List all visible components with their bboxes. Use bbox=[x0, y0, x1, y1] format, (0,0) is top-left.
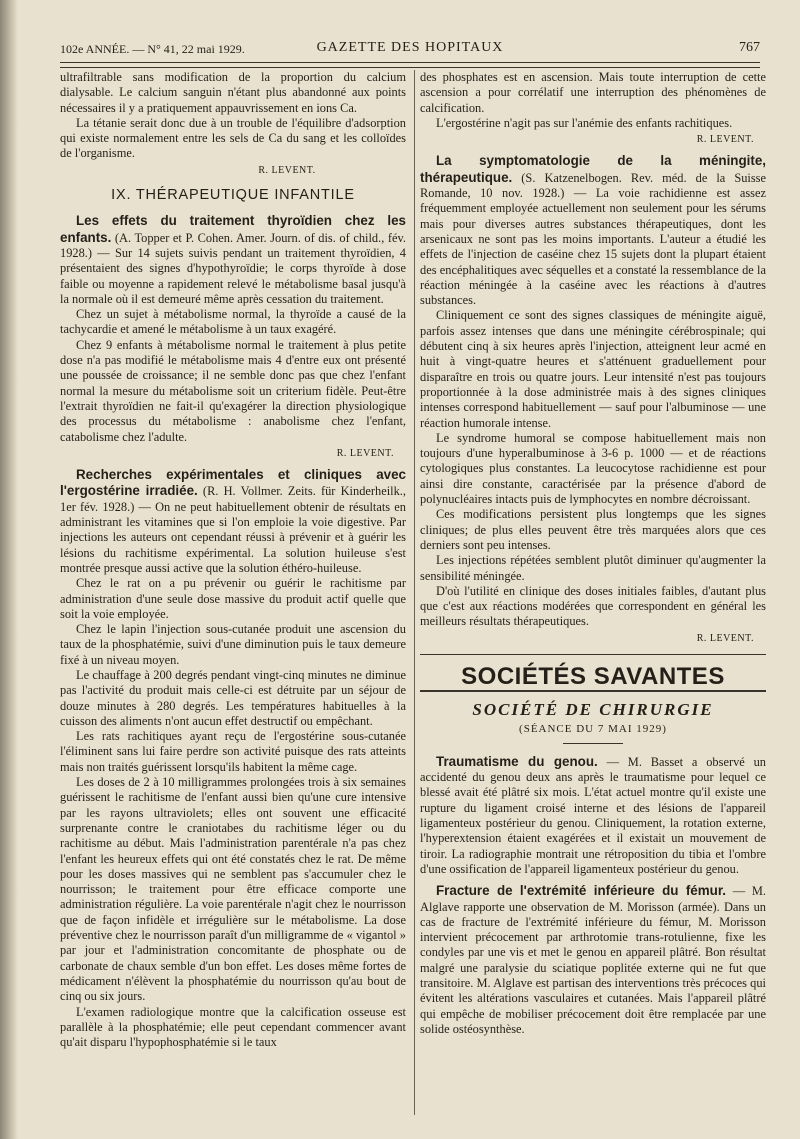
paragraph: Les rats rachitiques ayant reçu de l'ergostérine sous-cutanée l'éliminent sans lui faire perdre son activité puisque des rats atteints mais non traités guérissent lorsqu'ils habitent la même cage. bbox=[60, 729, 406, 774]
article-title: Recherches expérimentales et cliniques avec l'ergostérine irradiée. bbox=[60, 467, 406, 499]
session-date: (SÉANCE DU 7 MAI 1929) bbox=[519, 722, 667, 735]
left-column bbox=[60, 70, 406, 1120]
paragraph: D'où l'utilité en clinique des doses initiales faibles, d'autant plus que c'est aux réactions modérées que correspondent en général les meilleurs résultats thérapeutiques. bbox=[420, 583, 766, 629]
paragraph: L'examen radiologique montre que la calcification osseuse est parallèle à la phosphatémie; elle peut cependant commencer avant qu'ait disparu l'hypophosphatémie si le taux bbox=[60, 1004, 406, 1050]
paragraph: ultrafiltrable sans modification de la proportion du calcium dialysable. Le calcium sanguin n'étant plus abandonné aux points nécessaires il y a pratiquement appauvrissement en ions Ca. bbox=[60, 70, 406, 115]
page-header bbox=[60, 38, 760, 58]
article-text: — M. Alglave rapporte une observation de M. Morisson (armée). Dans un cas de fracture de l'extrémité inférieure du fémur, M. Morisson intervient précocement par arthrotomie trans-rotulienne, fixe les condyles par une vis et met le genou en appareil plâtré. Bon résultat malgré une paralysie du sciatique poplitée externe qui ne fut que transitoire. M. Alglave est partisan des interventions très précoces qui évitent les altérations vasculaires et cutanées. Mais l'appareil plâtré qui empêche de mobiliser précocement doit être remplacée par une solide ostéosynthèse. bbox=[420, 884, 766, 1036]
journal-title: GAZETTE DES HOPITAUX bbox=[316, 40, 504, 55]
article-lead bbox=[420, 883, 766, 1037]
article-reference: (S. Katzenelbogen. Rev. méd. de la Suisse Romande, 10 nov. 1928.) — La voie rachidienne est assez fréquemment employée actuellement non seulement pour les sérums mais pour diverses autres substances thérapeutiques, dont les arsenicaux ne sont pas les moins importants. L'auteur a étudié les effets de l'injection de caséine chez 15 sujets dont la plupart étaient des encéphalitiques avec séquelles et a constaté la ressemblance de la réaction méningée à la caséine avec les réactions à d'autres substances. bbox=[420, 170, 766, 308]
binding-edge bbox=[0, 0, 18, 1139]
paragraph: L'ergostérine n'agit pas sur l'anémie des enfants rachitiques. bbox=[436, 115, 733, 130]
paragraph: Cliniquement ce sont des signes classiques de méningite aiguë, parfois assez intenses que dans une méningite cérébrospinale; qui débutent cinq à six heures après l'injection, atteignent leur acmé en huit à vingt-quatre heures et s'atténuent graduellement pour disparaître en trois ou quatre jours. Leur intensité n'est pas toujours proportionnée à la dose administrée mais à des signes cliniques intenses correspond habituellement — sauf pour l'albuminose — une réaction humorale intense. bbox=[420, 308, 766, 430]
header-rule bbox=[60, 62, 760, 68]
section-rule bbox=[420, 690, 766, 692]
paragraph: Le chauffage à 200 degrés pendant vingt-cinq minutes ne diminue pas l'activité du produit mais celle-ci est détruite par un séjour de douze minutes à 280 degrés. Les températures habituelles à la cuisson des aliments n'ont aucun effet destructif ou empêchant. bbox=[60, 667, 406, 728]
article-title: Traumatisme du genou. bbox=[436, 753, 598, 769]
article-title: Fracture de l'extrémité inférieure du fémur. bbox=[436, 883, 727, 899]
societes-savantes-heading: SOCIÉTÉS SAVANTES bbox=[461, 662, 725, 690]
paragraph: Chez un sujet à métabolisme normal, la thyroïde a causé de la tachycardie et amené le métabolisme à un taux exagéré. bbox=[60, 307, 406, 337]
column-divider bbox=[414, 70, 415, 1115]
section-rule bbox=[420, 654, 766, 655]
society-name: SOCIÉTÉ DE CHIRURGIE bbox=[472, 700, 714, 720]
author-signature: R. LEVENT. bbox=[258, 164, 316, 176]
paragraph: Ces modifications persistent plus longtemps que les signes cliniques; de plus elles peuvent être très marquées alors que ces derniers sont peu intenses. bbox=[420, 507, 766, 552]
paragraph: Chez 9 enfants à métabolisme normal le traitement à plus petite dose n'a pas modifié le métabolisme mais 4 d'entre eux ont présenté une poussée de croissance; il ne semble donc pas que chez l'enfant normal la mesure du métabolisme soit un criterium fidèle. Peut-être l'extrait thyroïdien ne fait-il qu'exagérer la direction physiologique des processus du métabolisme : anabolisme chez l'enfant, catabolisme chez l'adulte. bbox=[60, 337, 406, 444]
article-reference: (A. Topper et P. Cohen. Amer. Journ. of dis. of child., fév. 1928.) — Sur 14 sujets suivis pendant un traitement thyroïdien, 4 présentaient des signes d'hypothyroïdie; le corps thyroïde à dose faible ou moyenne a rapidement relevé le métabolisme basal jusqu'à la normale où il est demeuré même après cessation du traitement. bbox=[60, 230, 406, 306]
article-lead bbox=[60, 213, 406, 307]
page-number: 767 bbox=[739, 40, 760, 55]
divider bbox=[563, 743, 623, 744]
paragraph: Les injections répétées semblent plutôt diminuer qu'augmenter la sensibilité méningée. bbox=[420, 553, 766, 583]
paragraph: La tétanie serait donc due à un trouble de l'équilibre d'adsorption qui existe normalement entre les sels de Ca du sang et les colloïdes de l'organisme. bbox=[60, 115, 406, 161]
article-lead bbox=[420, 754, 766, 877]
author-signature: R. LEVENT. bbox=[336, 447, 394, 459]
right-column bbox=[420, 70, 766, 1120]
article-lead bbox=[420, 153, 766, 308]
article-reference: (R. H. Vollmer. Zeits. für Kinderheilk., 1er fév. 1928.) — On ne peut habituellement obtenir de résultats en administrant les vitamines que si l'on emploie la voie digestive. Par injections les auteurs ont cependant réussi à prévenir et à guérir les lésions du rachitisme expérimental. La solution huileuse s'est montrée presque aussi active que la solution éthéro-huileuse. bbox=[60, 484, 406, 575]
article-title: La symptomatologie de la méningite, thérapeutique. bbox=[420, 153, 766, 185]
paragraph: Le syndrome humoral se compose habituellement mais non toujours d'une hyperalbuminose à 3-6 p. 1000 — et de réactions cytologiques plus constantes. La leucocytose rachidienne est pour ainsi dire constante, caractérisée par la présence d'abord de polynucléaires intacts puis de lymphocytes en nombre décroissant. bbox=[420, 430, 766, 507]
author-signature: R. LEVENT. bbox=[696, 134, 754, 146]
paragraph: Chez le rat on a pu prévenir ou guérir le rachitisme par administration d'une seule dose massive du produit actif quelle que soit la voie employée. bbox=[60, 576, 406, 621]
issue-line: 102e ANNÉE. — N° 41, 22 mai 1929. bbox=[60, 42, 245, 56]
author-signature: R. LEVENT. bbox=[696, 632, 754, 644]
paragraph: Les doses de 2 à 10 milligrammes prolongées trois à six semaines guérissent le rachitisme de l'enfant aussi bien qu'une cure intensive par les rayons ultraviolets; elles ont souvent une efficacité surprenante contre le craniotabes du rachitisme léger ou du rachitisme au début. Mais l'administration parentérale n'a pas chez l'enfant les heureux effets qui ont été constatés chez le rat. De même pour les doses massives qui ne semblent pas s'accumuler chez le nourrisson; le traitement pour être efficace comporte une administration régulière. La voie parentérale n'agit chez le nourrisson que de façon infidèle et irrégulière sur le métabolisme. La dose préventive chez le nourrisson paraît d'un milligramme de « vigantol » par jour et l'administration concomitante de phosphate ou de carbonate de chaux semble d'un bon effet. Les doses même fortes de médicament n'élèvent la phosphatémie du nourrisson qu'au bout de cinq ou six jours. bbox=[60, 775, 406, 1004]
paragraph: Chez le lapin l'injection sous-cutanée produit une ascension du taux de la phosphatémie, suivi d'une diminution puis le taux demeure fixé à un niveau moyen. bbox=[60, 622, 406, 667]
section-heading: IX. THÉRAPEUTIQUE INFANTILE bbox=[111, 187, 355, 204]
paragraph: des phosphates est en ascension. Mais toute interruption de cette ascension a pour corrélatif une interruption des phénomènes de calcification. bbox=[420, 70, 766, 115]
article-text: — M. Basset a observé un accidenté du genou deux ans après le traumatisme pour lequel ce blessé avait été plâtré six mois. L'état actuel montre qu'il existe une rupture du ligament croisé interne et des lésions de l'appareil ligamenteux postérieur du genou. Cliniquement, la rotation externe, l'hyperextension étaient exagérées et il existait un mouvement de tiroir. La radiographie montrait une rétroposition du tibia et l'ombre d'une ossification de l'appareil ligamenteux postérieur du genou. bbox=[420, 754, 766, 876]
article-lead bbox=[60, 467, 406, 576]
article-title: Les effets du traitement thyroïdien chez les enfants. bbox=[60, 213, 406, 245]
